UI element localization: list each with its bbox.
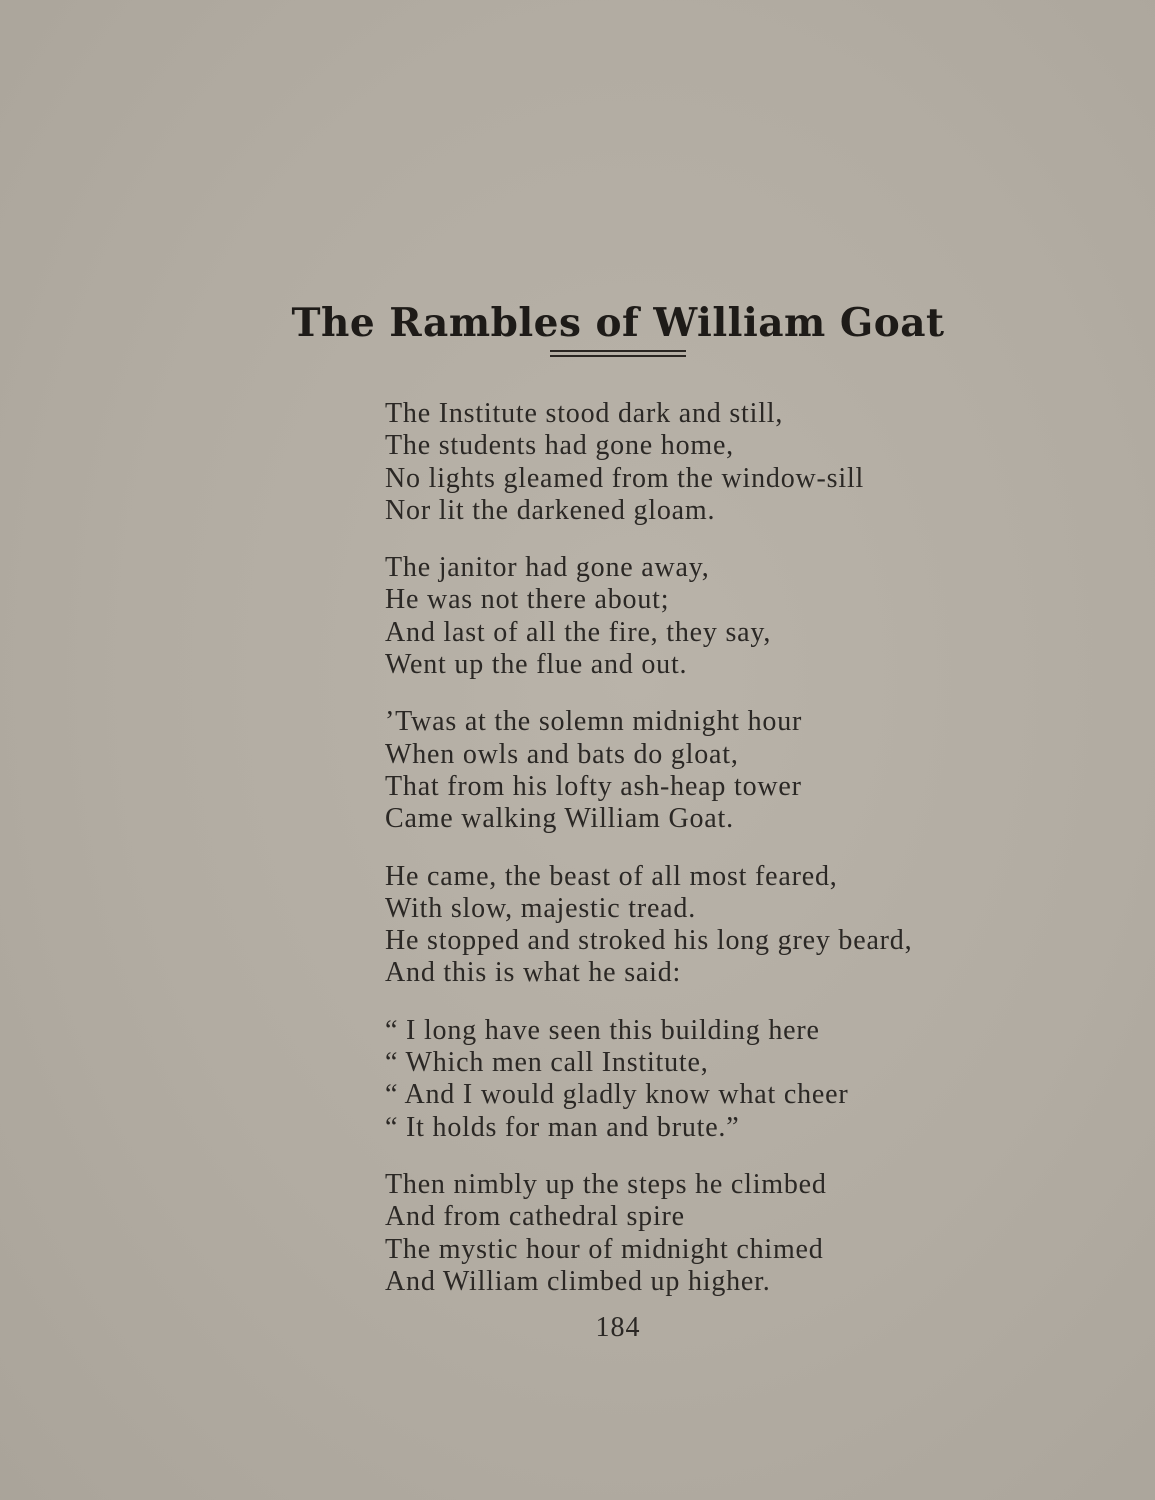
verse-line: And this is what he said: (385, 957, 682, 989)
verse-line: ’Twas at the solemn midnight hour (385, 706, 803, 738)
stanza-1 (385, 398, 1085, 527)
verse-line: The Institute stood dark and still, (385, 398, 784, 429)
verse-line: He came, the beast of all most feared, (385, 860, 838, 892)
poem-body (385, 398, 1085, 1323)
title-underline-top (550, 350, 686, 352)
verse-line: The mystic hour of midnight chimed (385, 1233, 824, 1265)
verse-line: Came walking William Goat. (385, 803, 734, 835)
verse-line: “ It holds for man and brute.” (385, 1111, 740, 1143)
verse-line: No lights gleamed from the window-sill (385, 462, 865, 494)
verse-line: “ I long have seen this building here (385, 1014, 820, 1046)
stanza-6 (385, 1169, 1085, 1298)
verse-line: When owls and bats do gloat, (385, 738, 739, 770)
verse-line: Then nimbly up the steps he climbed (385, 1168, 827, 1200)
verse-line: Went up the flue and out. (385, 649, 688, 681)
verse-line: Nor lit the darkened gloam. (385, 494, 716, 526)
verse-line: The students had gone home, (385, 430, 734, 462)
poem-title: The Rambles of William Goat (291, 300, 945, 346)
title-underline-bottom (550, 355, 686, 357)
verse-line: “ And I would gladly know what cheer (385, 1079, 849, 1111)
verse-line: And William climbed up higher. (385, 1265, 771, 1297)
verse-line: And from cathedral spire (385, 1201, 685, 1233)
stanza-4 (385, 861, 1085, 990)
verse-line: That from his lofty ash-heap tower (385, 770, 802, 802)
verse-line: The janitor had gone away, (385, 552, 710, 584)
verse-line: With slow, majestic tread. (385, 892, 696, 924)
verse-line: “ Which men call Institute, (385, 1047, 709, 1079)
verse-line: He was not there about; (385, 584, 670, 616)
stanza-5 (385, 1015, 1085, 1144)
page-number: 184 (595, 1312, 641, 1343)
verse-line: And last of all the fire, they say, (385, 616, 772, 648)
verse-line: He stopped and stroked his long grey beard, (385, 925, 913, 957)
stanza-3 (385, 706, 1085, 835)
stanza-2 (385, 552, 1085, 681)
